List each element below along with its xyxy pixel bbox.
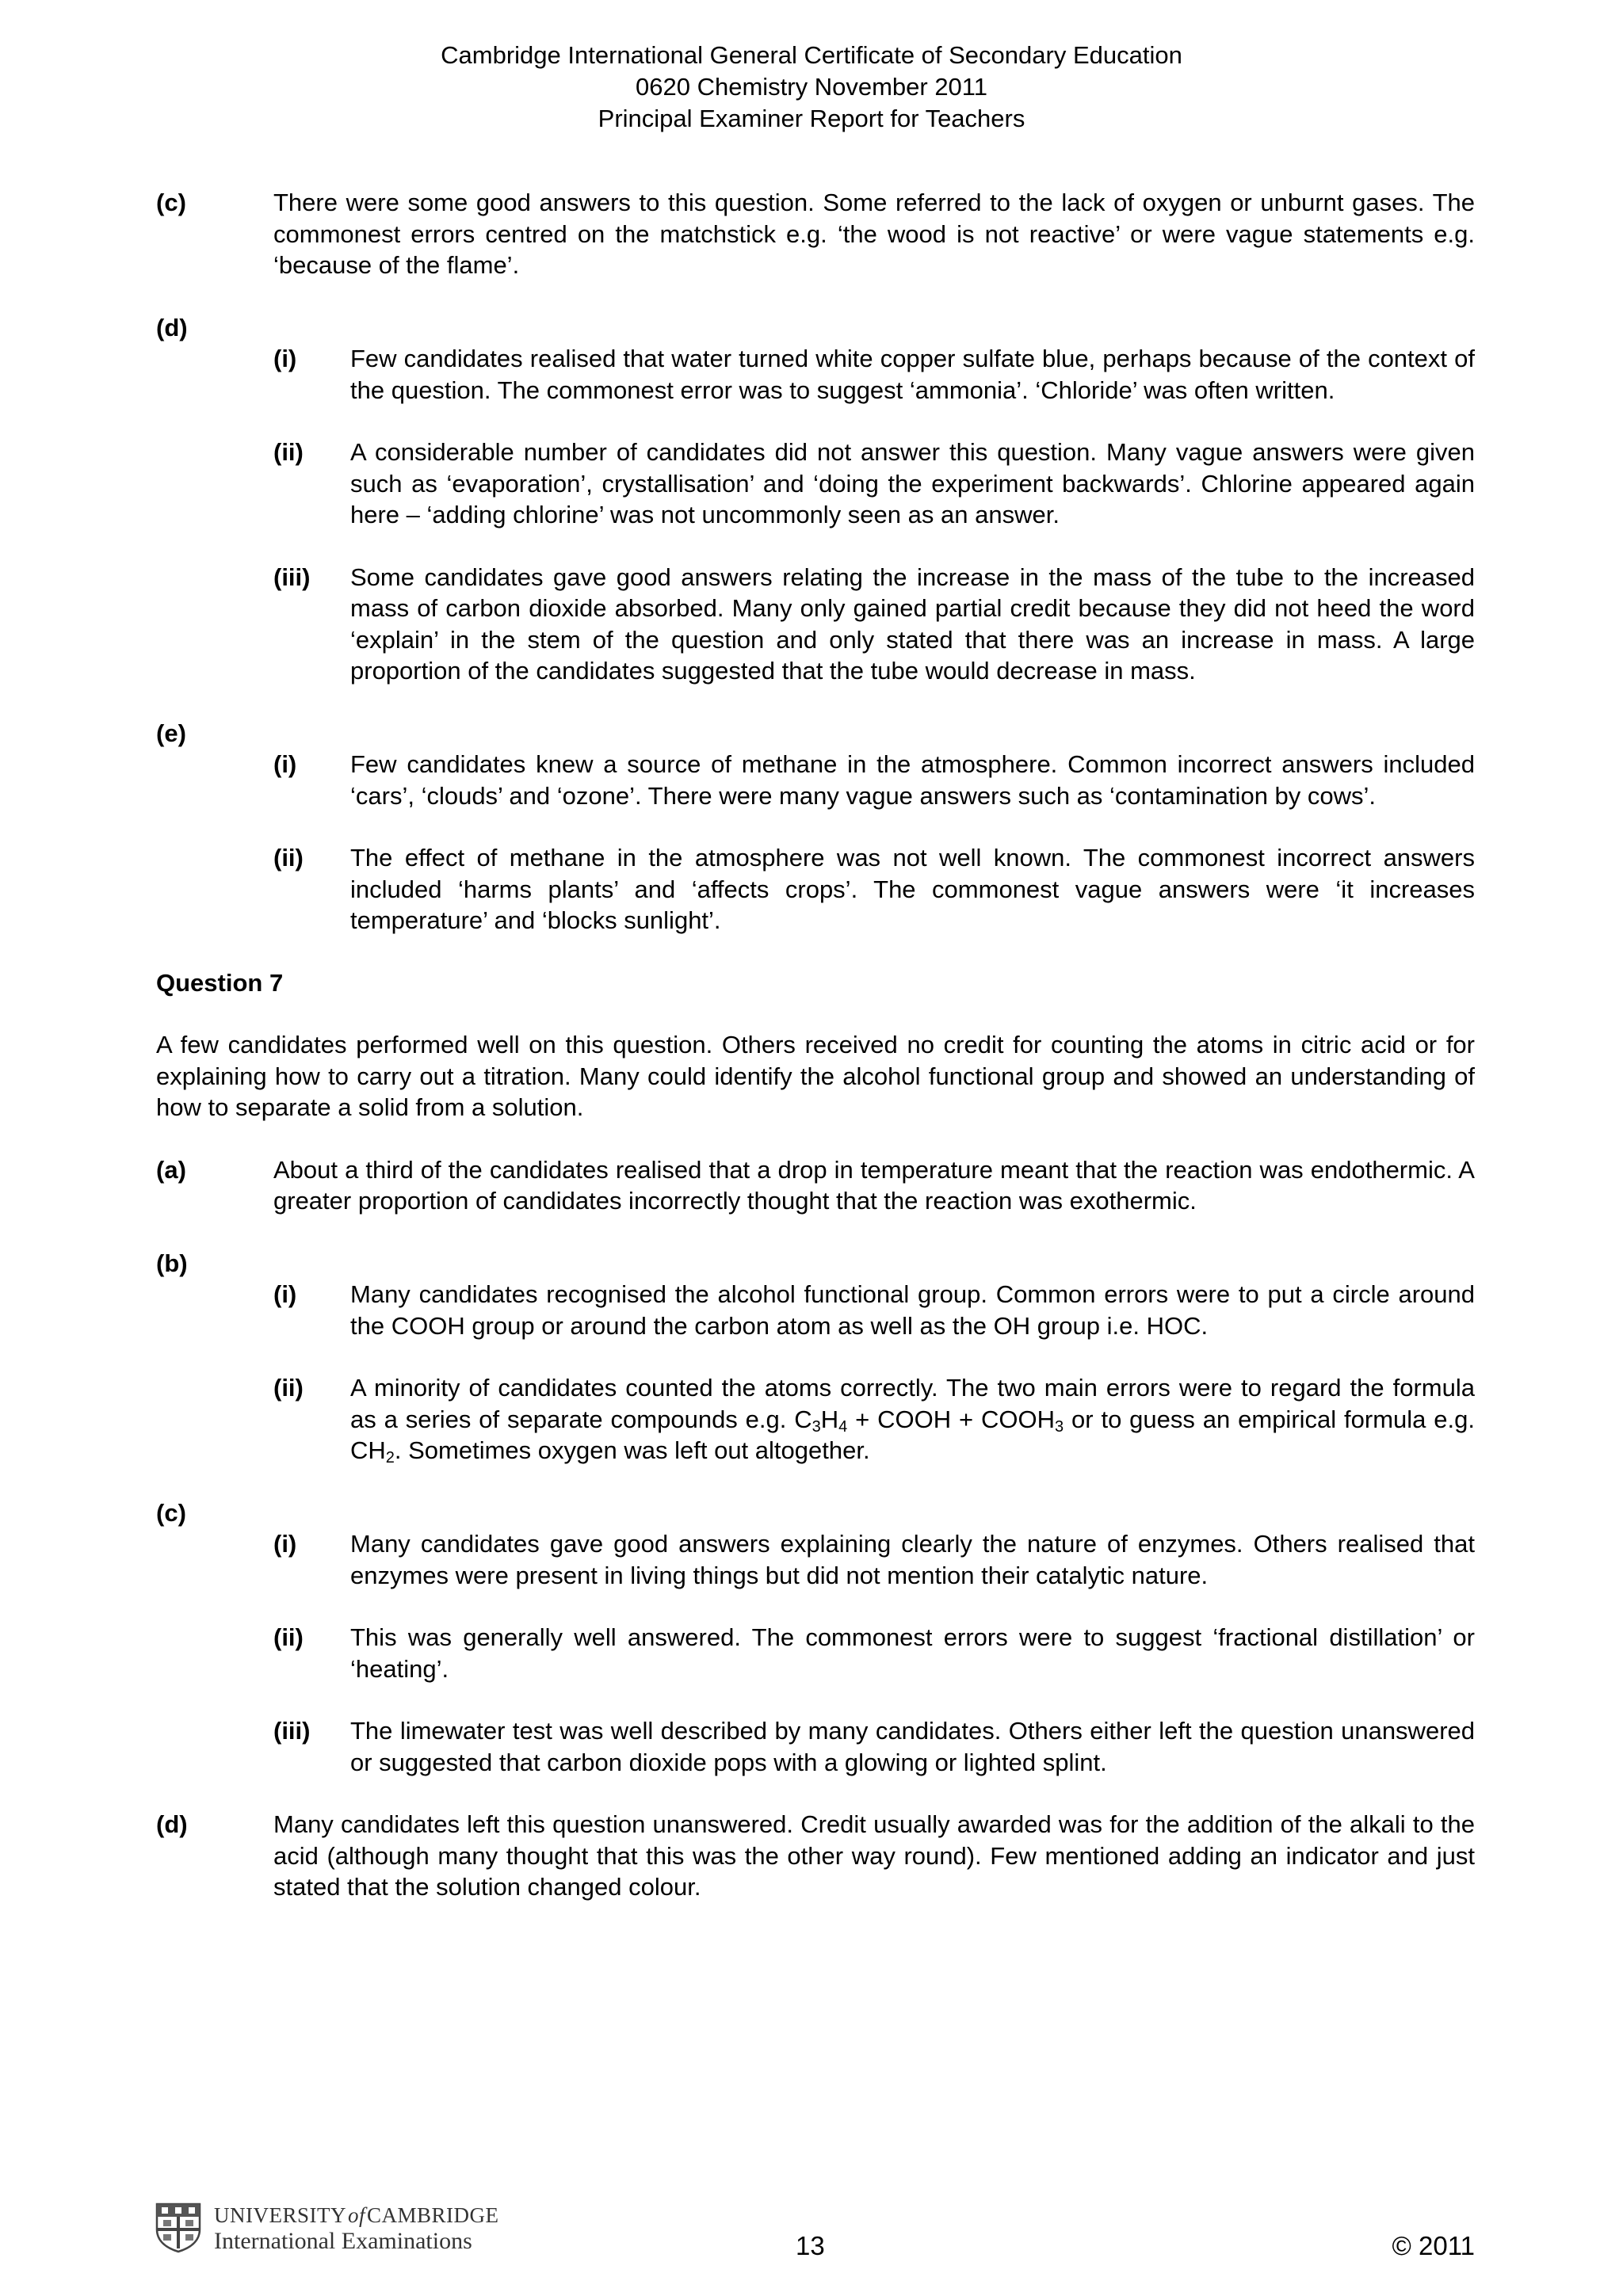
subpart-text: The limewater test was well described by many candidates. Others either left the question unanswered or suggested that carbon dioxide pops with a glowing or lighted splint. (350, 1717, 1475, 1776)
university-shield-icon (155, 2203, 201, 2253)
text-run: . Sometimes oxygen was left out altogether. (394, 1436, 870, 1464)
logo-line-2: International Examinations (214, 2228, 472, 2254)
page-footer (0, 2203, 1623, 2274)
subpart-text: Some candidates gave good answers relating the increase in the mass of the tube to the increased mass of carbon dioxide absorbed. Many only gained partial credit because they did not heed the word ‘explain’ in the stem of the question and only stated that there was an increase in mass. A large proportion of the candidates suggested that the tube would decrease in mass. (350, 563, 1475, 685)
q7-b-ii (273, 1372, 1475, 1466)
subpart-text: This was generally well answered. The commonest errors were to suggest ‘fractional distillation’ or ‘heating’. (350, 1623, 1475, 1683)
question-7-intro: A few candidates performed well on this question. Others received no credit for counting the atoms in citric acid or for explaining how to carry out a titration. Many could identify the alcohol functional group and showed an understanding of how to separate a solid from a solution. (156, 1031, 1475, 1121)
header-line-1: Cambridge International General Certificate of Secondary Education (441, 41, 1182, 69)
q7-c-ii (273, 1622, 1475, 1684)
text-run: or to guess an empirical formula e.g. CH (350, 1405, 1475, 1464)
text-run: + COOH + COOH (847, 1405, 1056, 1433)
part-text: About a third of the candidates realised that a drop in temperature meant that the reaction was endothermic. A greater proportion of candidates incorrectly thought that the reaction was exothermic. (273, 1155, 1475, 1215)
subscript: 3 (812, 1417, 821, 1436)
page-number: 13 (796, 2231, 825, 2260)
subpart-label: (i) (273, 345, 297, 372)
logo-word: CAMBRIDGE (367, 2203, 499, 2227)
subpart-text: Many candidates recognised the alcohol functional group. Common errors were to put a circle around the COOH group or around the carbon atom as well as the OH group i.e. HOC. (350, 1280, 1475, 1340)
copyright: © 2011 (1392, 2231, 1475, 2260)
subpart-label: (ii) (273, 1623, 304, 1651)
q7-part-d (156, 1809, 1475, 1903)
q6-e-ii (273, 842, 1475, 936)
subpart-text (350, 1372, 1475, 1466)
part-text: Many candidates left this question unanswered. Credit usually awarded was for the addition of the alkali to the acid (although many thought that this was the other way round). Few mentioned adding an indicator and just stated that the solution changed colour. (273, 1810, 1475, 1901)
subpart-label: (iii) (273, 563, 311, 591)
q7-c-iii (273, 1715, 1475, 1778)
q6-part-c (156, 187, 1475, 281)
cambridge-logo (155, 2203, 499, 2255)
subpart-text: Few candidates realised that water turned white copper sulfate blue, perhaps because of the context of the question. The commonest error was to suggest ‘ammonia’. ‘Chloride’ was often written. (350, 345, 1475, 404)
subpart-label: (iii) (273, 1717, 311, 1745)
q7-part-c-label: (c) (156, 1498, 186, 1527)
part-label: (a) (156, 1155, 186, 1184)
logo-text (214, 2203, 499, 2255)
subpart-text: Few candidates knew a source of methane in the atmosphere. Common incorrect answers included ‘cars’, ‘clouds’ and ‘ozone’. There were many vague answers such as ‘contamination by cows’. (350, 750, 1475, 810)
subscript: 4 (838, 1417, 848, 1436)
logo-line-1 (214, 2203, 499, 2228)
logo-word: of (348, 2203, 366, 2227)
q6-e-i (273, 749, 1475, 811)
page-header (0, 40, 1623, 135)
subpart-label: (i) (273, 1280, 297, 1308)
subpart-label: (ii) (273, 1374, 304, 1402)
text-run: H (820, 1405, 839, 1433)
header-line-2: 0620 Chemistry November 2011 (636, 73, 987, 101)
q7-part-b-label: (b) (156, 1249, 188, 1277)
part-text: There were some good answers to this question. Some referred to the lack of oxygen or unburnt gases. The commonest errors centred on the matchstick e.g. ‘the wood is not reactive’ or were vague statements e.g. ‘because of the flame’. (273, 189, 1475, 279)
subpart-label: (ii) (273, 438, 304, 466)
subscript: 2 (385, 1449, 395, 1466)
header-line-3: Principal Examiner Report for Teachers (598, 105, 1025, 132)
part-label: (c) (156, 189, 186, 216)
q6-part-e-label: (e) (156, 719, 186, 747)
subpart-text: The effect of methane in the atmosphere was not well known. The commonest incorrect answers included ‘harms plants’ and ‘affects crops’. The commonest vague answers were ‘it increases temperature’ and ‘blocks sunlight’. (350, 844, 1475, 934)
report-body (156, 187, 1475, 1934)
q7-part-a (156, 1154, 1475, 1217)
question-7-heading: Question 7 (156, 968, 284, 997)
part-label: (d) (156, 1810, 188, 1838)
subscript: 3 (1055, 1417, 1064, 1436)
q6-d-i (273, 343, 1475, 406)
q7-b-i (273, 1279, 1475, 1341)
subpart-label: (i) (273, 750, 297, 778)
q7-c-i (273, 1528, 1475, 1591)
subpart-text: A considerable number of candidates did not answer this question. Many vague answers were given such as ‘evaporation’, crystallisation’ and ‘doing the experiment backwards’. Chlorine appeared again here – ‘adding chlorine’ was not uncommonly seen as an answer. (350, 438, 1475, 528)
subpart-label: (ii) (273, 844, 304, 871)
text-run: A minority of candidates counted the atoms correctly. The two main errors were to regard the formula as a series of separate compounds e.g. C (350, 1374, 1475, 1433)
logo-word: UNIVERSITY (214, 2203, 346, 2227)
subpart-label: (i) (273, 1530, 297, 1558)
subpart-text: Many candidates gave good answers explaining clearly the nature of enzymes. Others realised that enzymes were present in living things but did not mention their catalytic nature. (350, 1530, 1475, 1589)
q6-d-ii (273, 437, 1475, 531)
q6-d-iii (273, 562, 1475, 687)
q6-part-d-label: (d) (156, 313, 188, 341)
